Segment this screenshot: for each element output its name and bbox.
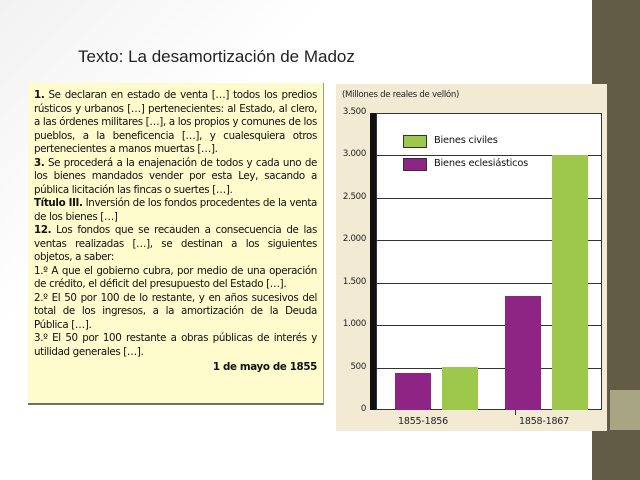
bar-civil-1858-1867 bbox=[552, 155, 588, 410]
text-article-12: 12. Los fondos que se recauden a consecuencia de las ventas realizadas […], se destinan a los siguientes objetos, a saber: bbox=[34, 224, 317, 263]
slide-title: Texto: La desamortización de Madoz bbox=[78, 47, 355, 66]
legend-label-civil: Bienes civiles bbox=[434, 135, 498, 146]
y-tick-label: 1.000 bbox=[342, 319, 366, 330]
legend-swatch-eccl bbox=[403, 158, 427, 171]
bar-eccl-1858-1867 bbox=[505, 296, 541, 410]
x-axis-tick bbox=[515, 410, 516, 415]
y-tick-label: 2.000 bbox=[342, 234, 366, 245]
text-article-1: 1. Se declaran en estado de venta […] todos los predios rústicos y urbanos […] pertenecientes: al Estado, al clero, a las órdenes militares […], a los propios y comunes de los pueblos, a la beneficencia […], y cualesquiera otros pertenecientes a manos muertas […]. bbox=[34, 89, 317, 155]
y-tick-label: 1.500 bbox=[342, 276, 366, 287]
text-title-iii: Título III. Inversión de los fondos procedentes de la venta de los bienes […] bbox=[34, 197, 317, 223]
text-item-2: 2.º El 50 por 100 de lo restante, y en años sucesivos del total de los ingresos, a la amortización de la Deuda Pública […]. bbox=[34, 291, 317, 331]
y-tick-label: 500 bbox=[350, 361, 366, 372]
bar-eccl-1855-1856 bbox=[395, 373, 431, 410]
x-label-1858-1867: 1858-1867 bbox=[519, 416, 569, 427]
chart-unit-label: (Millones de reales de vellón) bbox=[342, 90, 460, 100]
text-article-3: 3. Se procederá a la enajenación de todos y cada uno de los bienes mandados vender por esta Ley, sacando a pública licitación las fincas o suertes […]. bbox=[34, 156, 317, 196]
text-item-3: 3.º El 50 por 100 restante a obras públicas de interés y utilidad generales […]. bbox=[34, 332, 317, 358]
gridline bbox=[376, 113, 602, 114]
legend-swatch-civil bbox=[403, 135, 427, 148]
bar-chart bbox=[336, 84, 607, 431]
y-tick-label: 3.000 bbox=[342, 149, 366, 160]
x-label-1855-1856: 1855-1856 bbox=[398, 416, 448, 427]
y-tick-label: 2.500 bbox=[342, 191, 366, 202]
text-item-1: 1.º A que el gobierno cubra, por medio de una operación de crédito, el déficit del presupuesto del Estado […]. bbox=[34, 264, 317, 290]
y-tick-label: 3.500 bbox=[342, 107, 366, 117]
legend-label-eccl: Bienes eclesiásticos bbox=[434, 158, 529, 169]
source-text-box bbox=[28, 83, 324, 405]
decorative-side-accent bbox=[610, 390, 640, 430]
y-tick-label: 0 bbox=[360, 404, 366, 414]
y-axis-bar bbox=[370, 113, 376, 410]
bar-civil-1855-1856 bbox=[442, 367, 478, 410]
text-date: 1 de mayo de 1855 bbox=[212, 361, 317, 373]
